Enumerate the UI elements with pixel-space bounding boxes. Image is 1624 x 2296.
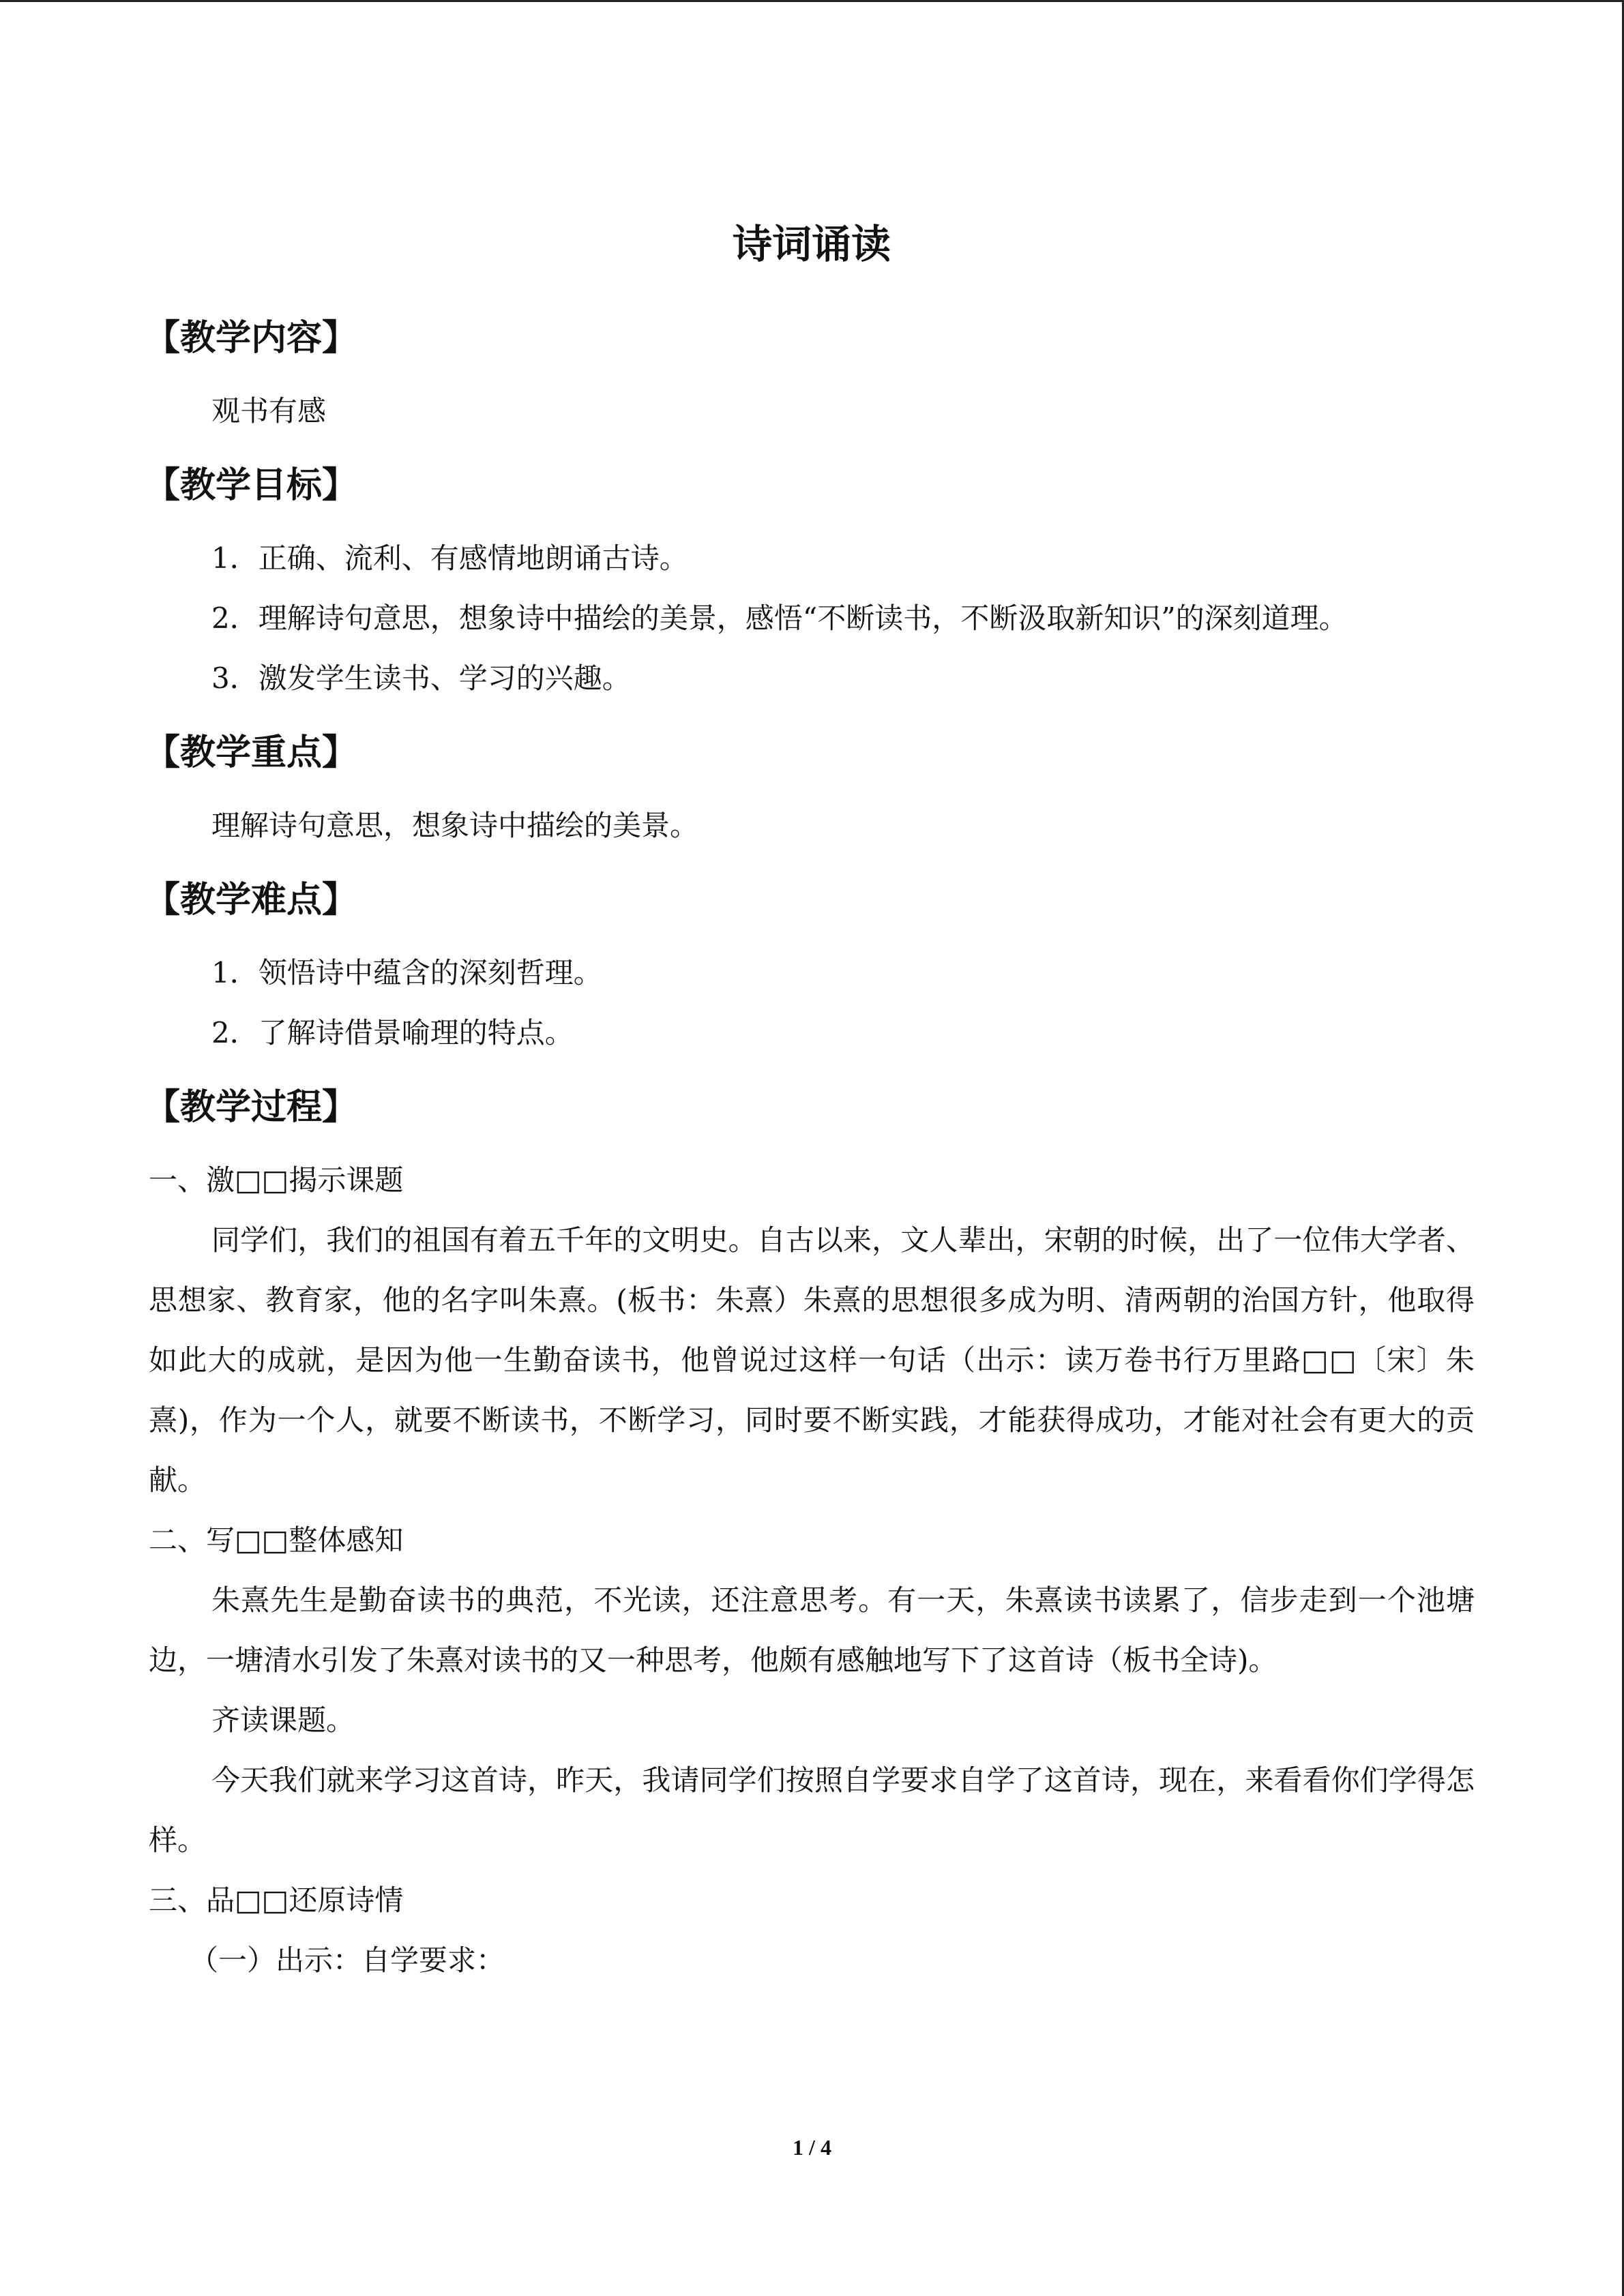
process-step1-title: 一、激□□揭示课题	[149, 1163, 404, 1197]
section-difficulties	[145, 871, 1475, 1063]
process-step3-title: 三、品□□还原诗情	[149, 1883, 404, 1917]
content-line: 观书有感	[211, 394, 327, 428]
process-step2-paragraph-2: 齐读课题。	[211, 1703, 355, 1737]
section-process	[145, 1078, 1475, 1991]
section-goals	[145, 456, 1475, 709]
process-step2-paragraph-1: 朱熹先生是勤奋读书的典范，不光读，还注意思考。有一天，朱熹读书读累了，信步走到一个池塘边，一塘清水引发了朱熹对读书的又一种思考，他颇有感触地写下了这首诗（板书全诗)。	[149, 1583, 1475, 1677]
process-step3-subtitle: （一）出示：自学要求：	[190, 1943, 505, 1977]
process-step2-paragraph-3: 今天我们就来学习这首诗，昨天，我请同学们按照自学要求自学了这首诗，现在，来看看你们学得怎样。	[149, 1763, 1475, 1857]
section-heading-key-points: 【教学重点】	[145, 732, 358, 773]
document-content	[145, 207, 1475, 2006]
key-point-line: 理解诗句意思，想象诗中描绘的美景。	[211, 809, 699, 842]
section-content	[145, 309, 1475, 441]
goal-item-3: 3．激发学生读书、学习的兴趣。	[211, 661, 631, 695]
process-step1-paragraph: 同学们，我们的祖国有着五千年的文明史。自古以来，文人辈出，宋朝的时候，出了一位伟大学者、思想家、教育家，他的名字叫朱熹。(板书：朱熹）朱熹的思想很多成为明、清两朝的治国方针，他取得如此大的成就，是因为他一生勤奋读书，他曾说过这样一句话（出示：读万卷书行万里路□□〔宋〕朱熹)，作为一个人，就要不断读书，不断学习，同时要不断实践，才能获得成功，才能对社会有更大的贡献。	[149, 1223, 1475, 1497]
page-title: 诗词诵读	[732, 221, 891, 267]
page-number: 1 / 4	[793, 2135, 831, 2160]
section-heading-difficulties: 【教学难点】	[145, 880, 358, 921]
section-heading-content: 【教学内容】	[145, 318, 358, 359]
goal-item-1: 1．正确、流利、有感情地朗诵古诗。	[211, 541, 688, 575]
section-heading-process: 【教学过程】	[145, 1087, 358, 1128]
process-step2-title: 二、写□□整体感知	[149, 1523, 404, 1557]
goal-item-2: 2．理解诗句意思，想象诗中描绘的美景，感悟“不断读书，不断汲取新知识”的深刻道理。	[211, 601, 1348, 635]
difficulty-item-2: 2．了解诗借景喻理的特点。	[211, 1016, 574, 1049]
difficulty-item-1: 1．领悟诗中蕴含的深刻哲理。	[211, 956, 602, 989]
section-key-points	[145, 724, 1475, 856]
section-heading-goals: 【教学目标】	[145, 465, 358, 506]
